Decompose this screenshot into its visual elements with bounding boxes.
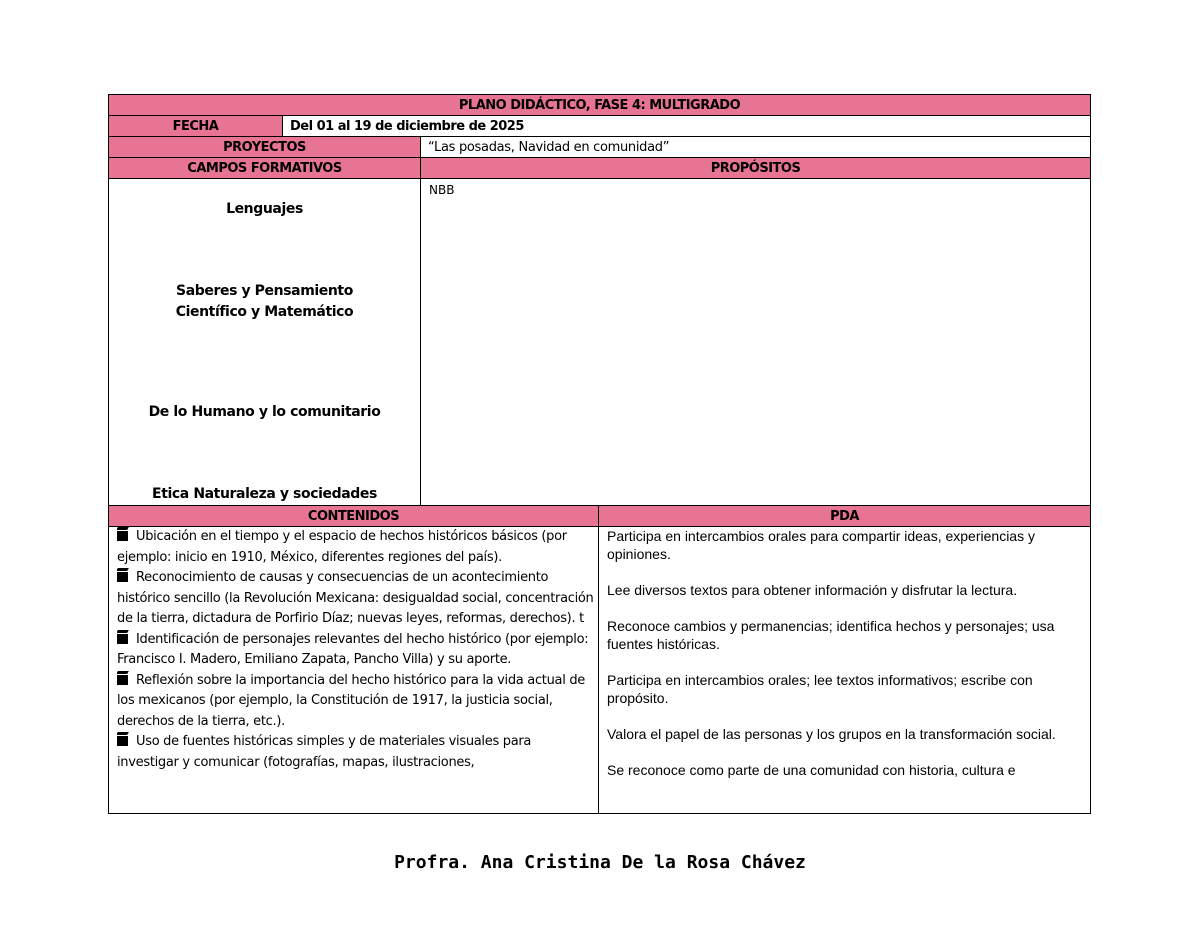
- campo-etica: Etica Naturaleza y sociedades: [152, 486, 377, 502]
- list-item: Reflexión sobre la importancia del hecho histórico para la vida actual de los mexicanos (por ejemplo, la Constitución de 1917, la justicia social, derechos de la tierra, etc.).: [117, 672, 586, 729]
- list-item: Reconocimiento de causas y consecuencias de un acontecimiento histórico sencillo (la Revolución Mexicana: desigualdad social, concentración de la tierra, dictadura de Porfirio Díaz; nuevas leyes, reformas, derechos). t: [117, 570, 594, 626]
- pda-cell: [599, 527, 1091, 814]
- planning-table: [108, 94, 1091, 814]
- pda-item: Se reconoce como parte de una comunidad con historia, cultura e: [607, 762, 1016, 778]
- pda-item: Valora el papel de las personas y los grupos en la transformación social.: [607, 726, 1056, 742]
- clapperboard-icon: [117, 675, 128, 685]
- propositos-cell: [421, 179, 1091, 506]
- clapperboard-icon: [117, 572, 128, 582]
- clapperboard-icon: [117, 634, 128, 644]
- contenidos-header: CONTENIDOS: [109, 506, 599, 527]
- pda-item: Participa en intercambios orales; lee textos informativos; escribe con propósito.: [607, 672, 1033, 706]
- list-item: Uso de fuentes históricas simples y de materiales visuales para investigar y comunicar (fotografías, mapas, ilustraciones,: [117, 734, 532, 770]
- pda-header: PDA: [599, 506, 1091, 527]
- contenidos-cell: [109, 527, 599, 814]
- propositos-header: PROPÓSITOS: [421, 158, 1091, 179]
- proyectos-label: PROYECTOS: [109, 137, 421, 158]
- pda-item: Reconoce cambios y permanencias; identifica hechos y personajes; usa fuentes históricas.: [607, 618, 1055, 652]
- fecha-value: Del 01 al 19 de diciembre de 2025: [283, 116, 1091, 137]
- campos-formativos-header: CAMPOS FORMATIVOS: [109, 158, 421, 179]
- campo-lenguajes: Lenguajes: [226, 201, 303, 217]
- proyectos-value: “Las posadas, Navidad en comunidad”: [421, 137, 1091, 158]
- pda-item: Participa en intercambios orales para compartir ideas, experiencias y opiniones.: [607, 528, 1035, 562]
- list-item: Identificación de personajes relevantes del hecho histórico (por ejemplo: Francisco I. Madero, Emiliano Zapata, Pancho Villa) y su aporte.: [117, 631, 589, 667]
- fecha-label: FECHA: [109, 116, 283, 137]
- propositos-text: NBB: [429, 183, 455, 197]
- clapperboard-icon: [117, 736, 128, 746]
- clapperboard-icon: [117, 531, 128, 541]
- table-title: PLANO DIDÁCTICO, FASE 4: MULTIGRADO: [109, 95, 1091, 116]
- campos-formativos-cell: [109, 179, 421, 506]
- campo-saberes: Saberes y Pensamiento Científico y Matemático: [175, 283, 354, 320]
- campo-humano: De lo Humano y lo comunitario: [148, 404, 381, 420]
- list-item: Ubicación en el tiempo y el espacio de hechos históricos básicos (por ejemplo: inicio en 1910, México, diferentes regiones del país).: [117, 529, 567, 565]
- pda-item: Lee diversos textos para obtener información y disfrutar la lectura.: [607, 582, 1018, 598]
- teacher-signature: Profra. Ana Cristina De la Rosa Chávez: [394, 852, 806, 873]
